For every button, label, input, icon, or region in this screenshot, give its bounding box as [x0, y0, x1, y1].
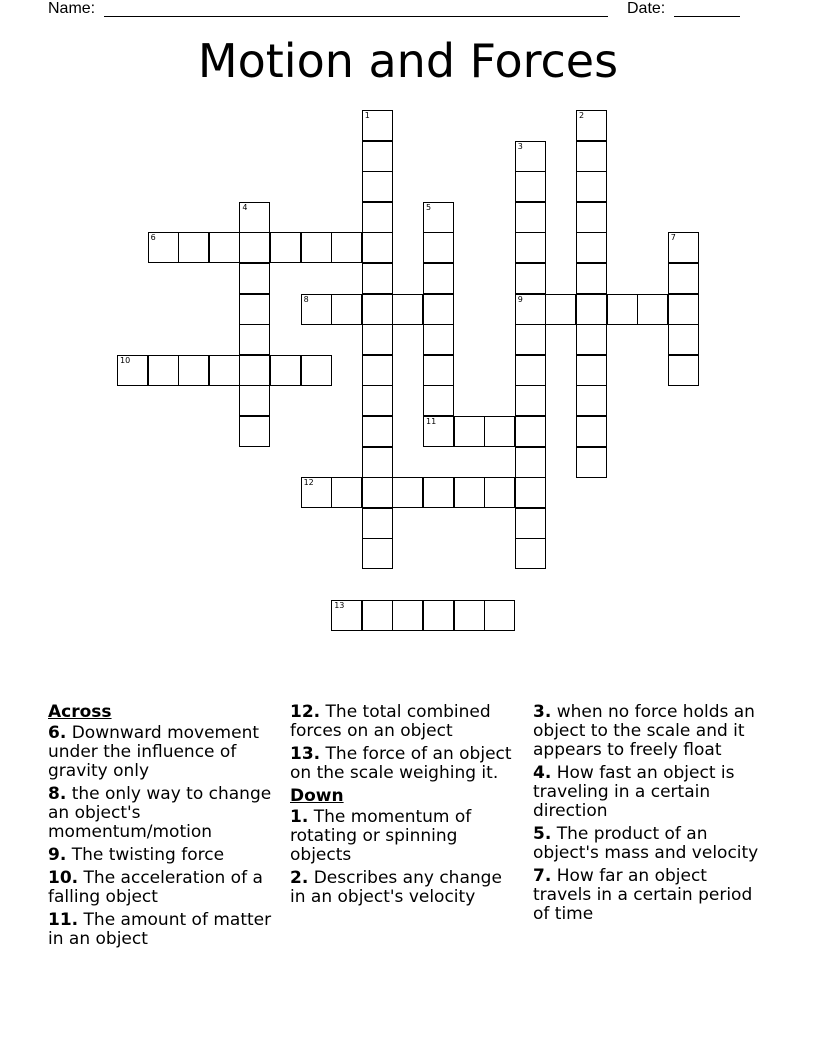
grid-cell[interactable]: [576, 416, 607, 447]
grid-cell[interactable]: [454, 416, 485, 447]
clue-text: Describes any change in an object's velocity: [290, 868, 502, 907]
clue-number: 3.: [533, 702, 552, 722]
grid-cell[interactable]: [362, 600, 393, 631]
grid-cell[interactable]: [576, 294, 607, 325]
grid-cell[interactable]: [515, 202, 546, 233]
grid-cell[interactable]: [576, 324, 607, 355]
clue-text: The product of an object's mass and velocity: [533, 824, 759, 863]
clue-down-3: [533, 703, 761, 760]
grid-cell[interactable]: [454, 600, 485, 631]
grid-cell[interactable]: [515, 171, 546, 202]
grid-cell[interactable]: [423, 477, 454, 508]
grid-cell[interactable]: [423, 294, 454, 325]
clue-number: 7.: [533, 866, 552, 886]
clue-across-8: [48, 785, 276, 842]
grid-cell[interactable]: [331, 294, 362, 325]
cell-number: 5: [426, 202, 432, 212]
grid-cell[interactable]: [362, 171, 393, 202]
clue-number: 8.: [48, 784, 67, 804]
clue-down-5: [533, 825, 761, 863]
grid-cell[interactable]: [576, 232, 607, 263]
grid-cell[interactable]: [239, 355, 270, 386]
cell-number: 13: [334, 600, 345, 610]
grid-cell[interactable]: [362, 141, 393, 172]
cell-number: 9: [517, 294, 523, 304]
clue-text: when no force holds an object to the scale and it appears to freely float: [533, 702, 755, 760]
grid-cell[interactable]: [392, 294, 423, 325]
grid-cell[interactable]: [239, 202, 270, 233]
grid-cell[interactable]: [331, 600, 362, 631]
grid-cell[interactable]: [362, 202, 393, 233]
grid-cell[interactable]: [148, 232, 179, 263]
clue-down-7: [533, 867, 761, 924]
grid-cell[interactable]: [515, 538, 546, 569]
grid-cell[interactable]: [668, 355, 699, 386]
clue-text: The amount of matter in an object: [48, 910, 272, 949]
clue-number: 5.: [533, 824, 552, 844]
clue-down-4: [533, 764, 761, 821]
grid-cell[interactable]: [576, 141, 607, 172]
clue-text: How fast an object is traveling in a certain direction: [533, 763, 735, 821]
grid-cell[interactable]: [209, 355, 240, 386]
grid-cell[interactable]: [362, 294, 393, 325]
grid-cell[interactable]: [178, 355, 209, 386]
grid-cell[interactable]: [362, 385, 393, 416]
clue-column-2: [290, 703, 518, 911]
grid-cell[interactable]: [576, 110, 607, 141]
grid-cell[interactable]: [576, 202, 607, 233]
grid-cell[interactable]: [117, 355, 148, 386]
across-heading: Across: [48, 702, 112, 722]
grid-cell[interactable]: [362, 538, 393, 569]
clue-text: The total combined forces on an object: [290, 702, 491, 741]
grid-cell[interactable]: [545, 294, 576, 325]
grid-cell[interactable]: [668, 324, 699, 355]
grid-cell[interactable]: [362, 232, 393, 263]
grid-cell[interactable]: [515, 263, 546, 294]
grid-cell[interactable]: [362, 324, 393, 355]
clue-number: 13.: [290, 744, 321, 764]
grid-cell[interactable]: [239, 385, 270, 416]
grid-cell[interactable]: [423, 202, 454, 233]
cell-number: 12: [303, 478, 314, 488]
grid-cell[interactable]: [362, 355, 393, 386]
clue-number: 11.: [48, 910, 79, 930]
clue-text: The twisting force: [71, 845, 225, 865]
clues: [48, 703, 778, 1033]
grid-cell[interactable]: [423, 385, 454, 416]
clue-number: 6.: [48, 723, 67, 743]
cell-number: 11: [426, 417, 437, 426]
grid-cell[interactable]: [515, 294, 546, 325]
clue-column-3: [533, 703, 761, 928]
cell-number: 6: [150, 233, 156, 243]
clue-text: the only way to change an object's momentum/motion: [48, 784, 272, 842]
grid-cell[interactable]: [484, 416, 515, 447]
grid-cell[interactable]: [239, 294, 270, 325]
name-label: Name:: [48, 0, 96, 17]
grid-cell[interactable]: [362, 416, 393, 447]
grid-cell[interactable]: [301, 477, 332, 508]
grid-cell[interactable]: [576, 171, 607, 202]
grid-cell[interactable]: [423, 355, 454, 386]
clue-number: 4.: [533, 763, 552, 783]
grid-cell[interactable]: [423, 416, 454, 447]
grid-cell[interactable]: [515, 141, 546, 172]
grid-cell[interactable]: [515, 477, 546, 508]
grid-cell[interactable]: [239, 324, 270, 355]
grid-cell[interactable]: [515, 385, 546, 416]
grid-cell[interactable]: [239, 263, 270, 294]
grid-cell[interactable]: [576, 385, 607, 416]
grid-cell[interactable]: [668, 263, 699, 294]
grid-cell[interactable]: [576, 447, 607, 478]
grid-cell[interactable]: [668, 294, 699, 325]
grid-cell[interactable]: [484, 477, 515, 508]
clue-across-9: [48, 846, 276, 865]
grid-cell[interactable]: [576, 355, 607, 386]
cell-number: 7: [670, 233, 676, 243]
grid-cell[interactable]: [423, 600, 454, 631]
cell-number: 8: [303, 294, 309, 304]
grid-cell[interactable]: [423, 263, 454, 294]
grid-cell[interactable]: [515, 324, 546, 355]
grid-cell[interactable]: [362, 263, 393, 294]
clue-across-6: [48, 724, 276, 781]
grid-cell[interactable]: [423, 324, 454, 355]
grid-cell[interactable]: [637, 294, 668, 325]
clue-across-10: [48, 869, 276, 907]
grid-cell[interactable]: [301, 232, 332, 263]
grid-cell[interactable]: [362, 447, 393, 478]
grid-cell[interactable]: [331, 477, 362, 508]
grid-cell[interactable]: [362, 477, 393, 508]
page-title: Motion and Forces: [197, 34, 619, 88]
grid-cell[interactable]: [301, 355, 332, 386]
grid-cell[interactable]: [515, 447, 546, 478]
cell-number: 4: [242, 202, 248, 212]
clue-number: 1.: [290, 807, 309, 827]
clue-down-1: [290, 808, 518, 865]
grid-cell[interactable]: [484, 600, 515, 631]
grid-cell[interactable]: [515, 416, 546, 447]
grid-cell[interactable]: [362, 110, 393, 141]
grid-cell[interactable]: [270, 232, 301, 263]
grid-cell[interactable]: [362, 508, 393, 539]
clue-number: 2.: [290, 868, 309, 888]
clue-text: The acceleration of a falling object: [48, 868, 263, 907]
down-heading: Down: [290, 786, 344, 806]
date-label: Date:: [627, 0, 666, 17]
grid-cell[interactable]: [668, 232, 699, 263]
clue-across-11: [48, 911, 276, 949]
clue-down-2: [290, 869, 518, 907]
clue-number: 10.: [48, 868, 79, 888]
clue-text: How far an object travels in a certain period of time: [533, 866, 753, 924]
grid-cell[interactable]: [239, 232, 270, 263]
grid-cell[interactable]: [576, 263, 607, 294]
grid-cell[interactable]: [515, 508, 546, 539]
clue-number: 9.: [48, 845, 67, 865]
grid-cell[interactable]: [515, 232, 546, 263]
clue-text: Downward movement under the influence of gravity only: [48, 723, 260, 781]
cell-number: 1: [364, 111, 370, 120]
grid-cell[interactable]: [607, 294, 638, 325]
grid-cell[interactable]: [392, 600, 423, 631]
grid-cell[interactable]: [331, 232, 362, 263]
grid-cell[interactable]: [148, 355, 179, 386]
clue-column-1: [48, 703, 276, 953]
grid-cell[interactable]: [270, 355, 301, 386]
clue-number: 12.: [290, 702, 321, 722]
cell-number: 2: [579, 111, 585, 120]
grid-cell[interactable]: [423, 232, 454, 263]
cell-number: 3: [517, 141, 523, 151]
grid-cell[interactable]: [239, 416, 270, 447]
grid-cell[interactable]: [392, 477, 423, 508]
clue-across-13: [290, 745, 518, 783]
grid-cell[interactable]: [178, 232, 209, 263]
cell-number: 10: [120, 355, 131, 365]
clue-text: The momentum of rotating or spinning objects: [290, 807, 472, 865]
grid-cell[interactable]: [209, 232, 240, 263]
grid-cell[interactable]: [301, 294, 332, 325]
clue-across-12: [290, 703, 518, 741]
clue-text: The force of an object on the scale weighing it.: [290, 744, 512, 783]
grid-cell[interactable]: [515, 355, 546, 386]
grid-cell[interactable]: [454, 477, 485, 508]
